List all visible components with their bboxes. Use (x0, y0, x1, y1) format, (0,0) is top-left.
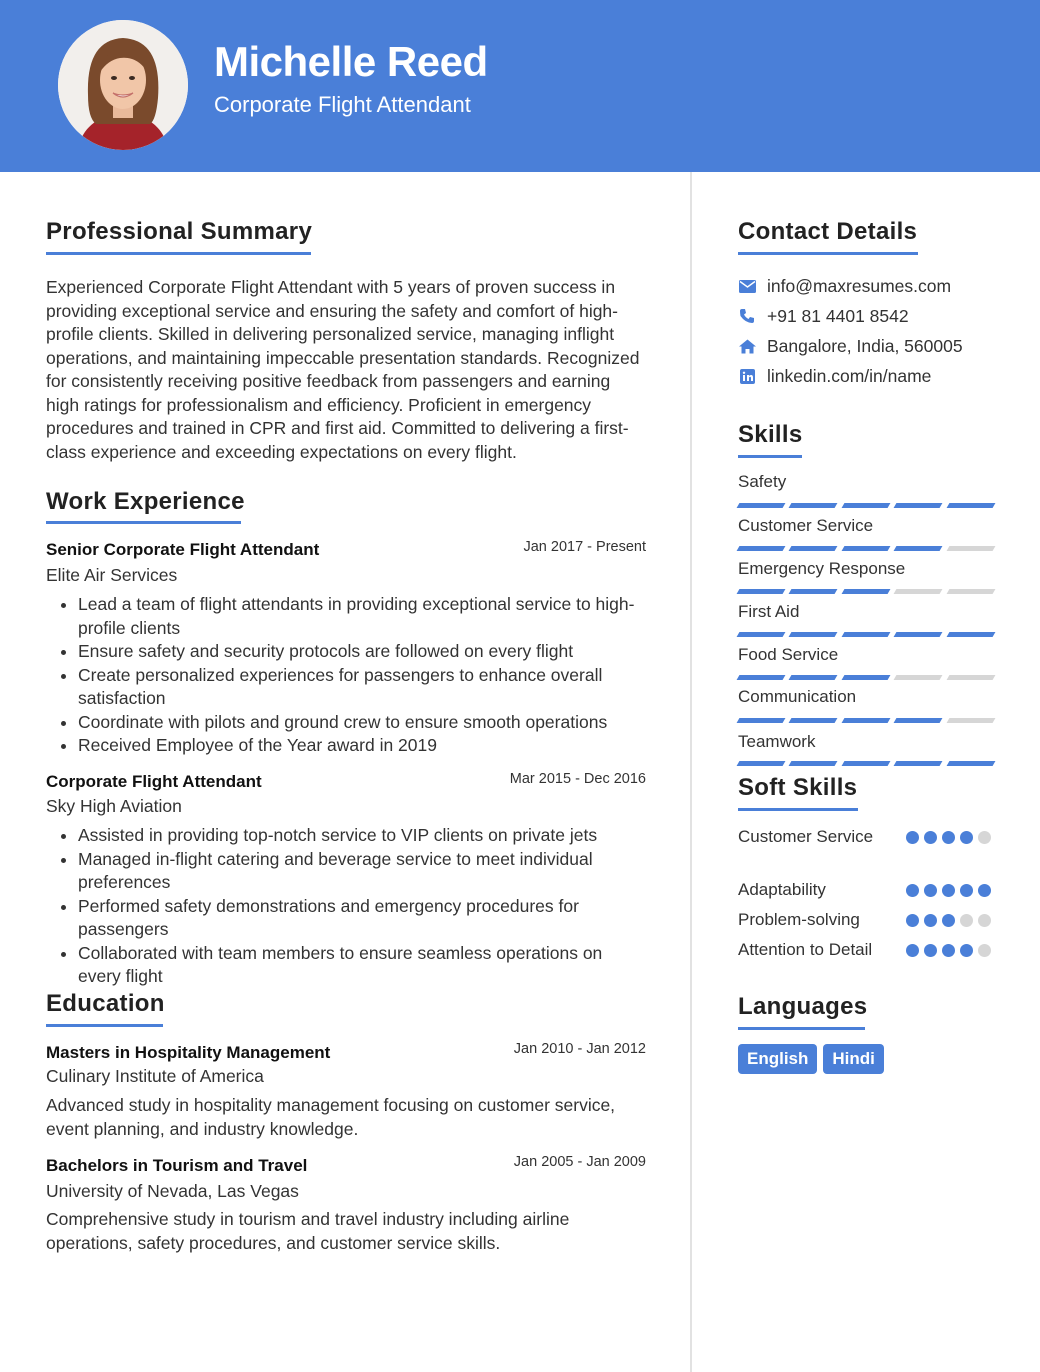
skill-name: Communication (738, 687, 857, 706)
skill-level-segment (841, 632, 890, 637)
skill-level-bar (738, 675, 994, 680)
skill-level-segment (894, 589, 943, 594)
job-bullet: • Lead a team of flight attendants in providing exceptional service to high-profile clients (78, 593, 646, 640)
skill-level-segment (894, 632, 943, 637)
job-title: Corporate Flight Attendant (46, 772, 262, 791)
job-bullet: • Managed in-flight catering and beverage service to meet individual preferences (78, 848, 646, 895)
skill-level-segment (894, 761, 943, 766)
job-bullets (46, 824, 646, 989)
summary-heading: Professional Summary (46, 218, 313, 245)
skill-level-segment (737, 718, 786, 723)
header-banner (0, 0, 1040, 172)
contact-address (738, 334, 963, 358)
languages-list (738, 1044, 884, 1074)
job-bullet: • Create personalized experiences for passengers to enhance overall satisfaction (78, 664, 646, 711)
skill-level-segment (789, 503, 838, 508)
skill-name: Emergency Response (738, 559, 906, 578)
rating-dot (978, 831, 991, 844)
linkedin-text: linkedin.com/in/name (767, 365, 932, 386)
rating-dot (960, 944, 973, 957)
candidate-title: Corporate Flight Attendant (214, 92, 471, 117)
job-bullet: • Assisted in providing top-notch service to VIP clients on private jets (78, 824, 646, 848)
rating-dot (906, 884, 919, 897)
education-underline (46, 1024, 163, 1027)
rating-dot (942, 831, 955, 844)
skill-level-segment (737, 761, 786, 766)
job-date: Mar 2015 - Dec 2016 (509, 771, 646, 787)
skill-name: Customer Service (738, 516, 874, 535)
envelope-icon (738, 277, 756, 295)
skill-level-bar (738, 632, 994, 637)
skill-level-bar (738, 546, 994, 551)
skill-level-segment (894, 503, 943, 508)
rating-dot (924, 914, 937, 927)
skill-level-segment (946, 675, 995, 680)
rating-dot (942, 914, 955, 927)
skill-level-segment (789, 546, 838, 551)
skill-level-segment (789, 589, 838, 594)
rating-dot (942, 884, 955, 897)
avatar (58, 20, 188, 150)
rating-dot (906, 914, 919, 927)
rating-dot (924, 884, 937, 897)
rating-dot (978, 944, 991, 957)
job-bullet: • Received Employee of the Year award in 2019 (78, 734, 646, 758)
linkedin-icon (738, 367, 756, 385)
skill-level-bar (738, 718, 994, 723)
contact-heading: Contact Details (738, 218, 918, 245)
job-date: Jan 2017 - Present (523, 539, 646, 555)
contact-phone[interactable] (738, 304, 909, 328)
summary-underline (46, 252, 311, 255)
skill-level-segment (737, 546, 786, 551)
soft-skill-name: Adaptability (738, 880, 826, 899)
languages-heading: Languages (738, 993, 868, 1020)
skill-level-segment (841, 589, 890, 594)
skill-level-segment (946, 546, 995, 551)
experience-heading: Work Experience (46, 488, 245, 515)
contact-linkedin[interactable] (738, 364, 931, 388)
skill-name: Teamwork (738, 732, 816, 751)
candidate-name: Michelle Reed (214, 38, 488, 85)
job-bullet: • Performed safety demonstrations and emergency procedures for passengers (78, 895, 646, 942)
degree-title: Bachelors in Tourism and Travel (46, 1156, 308, 1175)
school-name: Culinary Institute of America (46, 1066, 264, 1086)
soft-skill-rating (906, 944, 991, 957)
phone-text: +91 81 4401 8542 (767, 305, 909, 326)
degree-description: Comprehensive study in tourism and travel industry including airline operations, safety procedures, and customer service skills. (46, 1209, 570, 1253)
languages-underline (738, 1027, 865, 1030)
rating-dot (906, 831, 919, 844)
job-bullets (46, 593, 646, 758)
skill-level-segment (946, 503, 995, 508)
rating-dot (960, 831, 973, 844)
skill-level-segment (789, 761, 838, 766)
skill-level-bar (738, 503, 994, 508)
skill-level-segment (737, 675, 786, 680)
skill-level-segment (841, 718, 890, 723)
skill-level-bar (738, 589, 994, 594)
skill-level-segment (946, 761, 995, 766)
degree-date: Jan 2010 - Jan 2012 (513, 1041, 646, 1057)
rating-dot (924, 944, 937, 957)
skill-level-segment (737, 503, 786, 508)
job-company: Sky High Aviation (46, 796, 182, 816)
skill-level-segment (841, 503, 890, 508)
home-icon (738, 337, 756, 355)
profile-photo (58, 20, 188, 150)
rating-dot (960, 884, 973, 897)
skill-level-segment (789, 632, 838, 637)
degree-description: Advanced study in hospitality management focusing on customer service, event planning, and industry knowledge. (46, 1095, 616, 1139)
skill-level-segment (789, 675, 838, 680)
skill-level-segment (946, 632, 995, 637)
job-bullet: • Collaborated with team members to ensure seamless operations on every flight (78, 942, 646, 989)
skill-name: Safety (738, 472, 787, 491)
soft-skill-rating (906, 831, 991, 844)
job-bullet: • Coordinate with pilots and ground crew to ensure smooth operations (78, 711, 646, 735)
skill-level-segment (841, 675, 890, 680)
contact-underline (738, 252, 918, 255)
skill-level-segment (894, 675, 943, 680)
rating-dot (942, 944, 955, 957)
skill-level-segment (946, 589, 995, 594)
skill-level-segment (894, 546, 943, 551)
skill-level-segment (737, 589, 786, 594)
degree-date: Jan 2005 - Jan 2009 (513, 1154, 646, 1170)
skills-heading: Skills (738, 421, 803, 448)
address-text: Bangalore, India, 560005 (767, 335, 963, 356)
degree-title: Masters in Hospitality Management (46, 1043, 331, 1062)
skill-level-segment (841, 546, 890, 551)
summary-text: Experienced Corporate Flight Attendant with 5 years of proven success in providing exceptional service and ensuring the safety and comfort of high-profile clients. Skilled in delivering personalized service, managing inflight operations, and maintaining impeccable presentation standards. Recognized for consistently receiving positive feedback from passengers and earning high ratings for professionalism and efficiency. Proficient in emergency procedures and trained in CPR and first aid. Committed to delivering a first-class experience and exceeding expectations on every flight. (46, 277, 640, 462)
rating-dot (960, 914, 973, 927)
skill-level-segment (946, 718, 995, 723)
soft-skill-rating (906, 884, 991, 897)
rating-dot (906, 944, 919, 957)
language-badge: Hindi (823, 1044, 884, 1074)
email-text: info@maxresumes.com (767, 275, 952, 296)
soft-skill-name: Attention to Detail (738, 940, 873, 959)
school-name: University of Nevada, Las Vegas (46, 1181, 299, 1201)
skill-level-segment (841, 761, 890, 766)
soft-skills-underline (738, 808, 858, 811)
language-badge: English (738, 1044, 817, 1074)
rating-dot (978, 884, 991, 897)
job-bullet: • Ensure safety and security protocols are followed on every flight (78, 640, 646, 664)
soft-skill-name: Customer Service (738, 827, 874, 846)
soft-skill-name: Problem-solving (738, 910, 860, 929)
rating-dot (978, 914, 991, 927)
soft-skills-heading: Soft Skills (738, 774, 858, 801)
phone-icon (738, 307, 756, 325)
skill-level-segment (894, 718, 943, 723)
job-title: Senior Corporate Flight Attendant (46, 540, 320, 559)
education-heading: Education (46, 990, 165, 1017)
skill-level-segment (737, 632, 786, 637)
job-company: Elite Air Services (46, 565, 178, 585)
experience-underline (46, 521, 241, 524)
skills-underline (738, 455, 802, 458)
rating-dot (924, 831, 937, 844)
skill-level-segment (789, 718, 838, 723)
skill-name: First Aid (738, 602, 800, 621)
soft-skill-rating (906, 914, 991, 927)
skill-level-bar (738, 761, 994, 766)
contact-email[interactable] (738, 274, 951, 298)
skill-name: Food Service (738, 645, 839, 664)
column-divider (690, 172, 692, 1372)
